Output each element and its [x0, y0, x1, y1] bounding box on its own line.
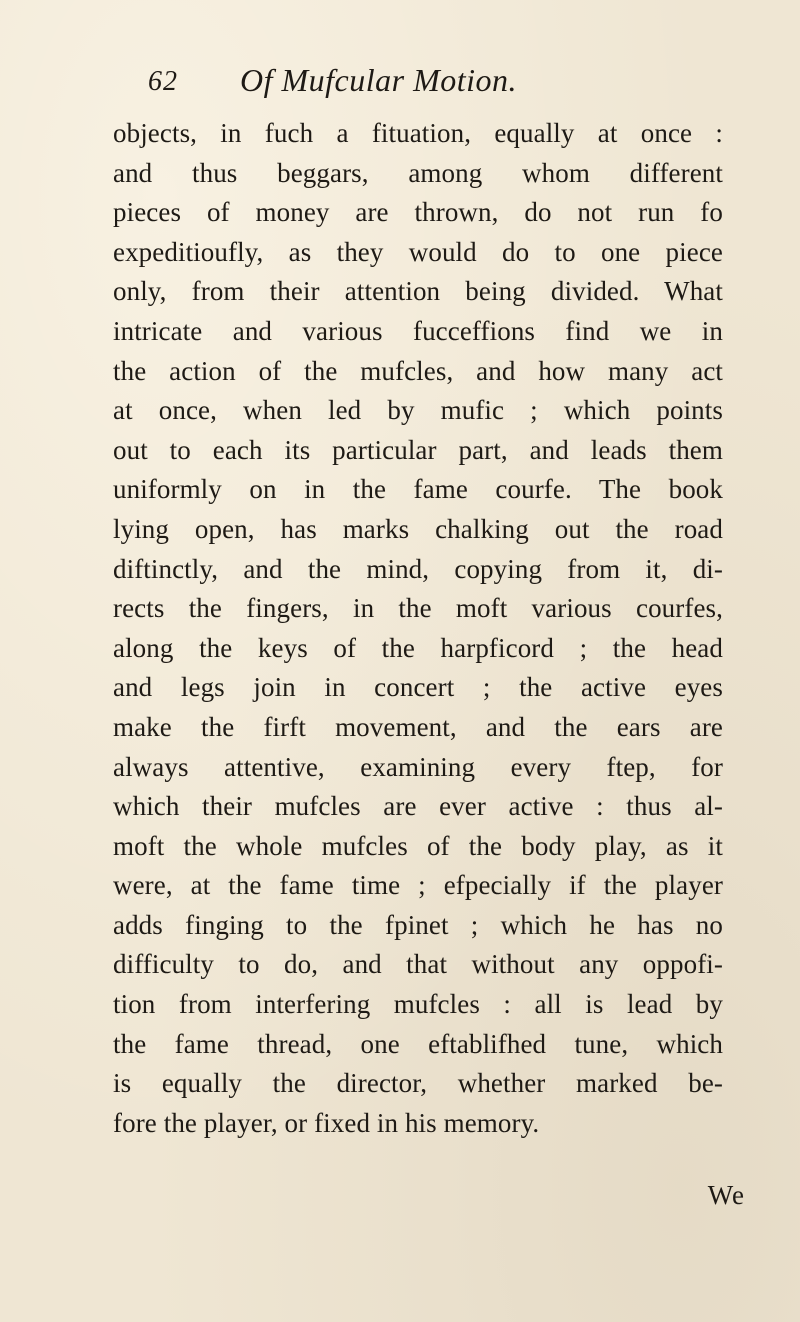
text-line: tion from interfering mufcles : all is lead by [113, 989, 723, 1020]
text-line: difficulty to do, and that without any oppofi- [113, 949, 723, 980]
text-line: at once, when led by mufic ; which points [113, 395, 723, 426]
text-line: and thus beggars, among whom different [113, 157, 723, 188]
text-line: diftinctly, and the mind, copying from it, di- [113, 553, 723, 584]
text-line: is equally the director, whether marked be- [113, 1068, 723, 1099]
text-line: which their mufcles are ever active : thus al- [113, 791, 723, 822]
running-title: Of Mufcular Motion. [240, 62, 518, 98]
text-line: always attentive, examining every ftep, for [113, 751, 723, 782]
text-line: the fame thread, one eftablifhed tune, which [113, 1028, 723, 1059]
text-line: along the keys of the harpficord ; the head [113, 632, 723, 663]
text-line: moft the whole mufcles of the body play, as it [113, 830, 723, 861]
text-line: rects the fingers, in the moft various courfes, [113, 593, 723, 624]
text-line: objects, in fuch a fituation, equally at once : [113, 118, 723, 148]
text-line: pieces of money are thrown, do not run fo [113, 197, 723, 228]
catchword: We [707, 1180, 745, 1210]
page-header [0, 62, 800, 116]
body-text [113, 114, 723, 1143]
text-line: the action of the mufcles, and how many act [113, 355, 723, 386]
text-line: make the firft movement, and the ears are [113, 711, 723, 742]
text-line: only, from their attention being divided. What [113, 276, 723, 307]
text-line: adds finging to the fpinet ; which he has no [113, 909, 723, 940]
text-line: lying open, has marks chalking out the road [113, 513, 723, 544]
text-line: uniformly on in the fame courfe. The book [113, 474, 723, 505]
text-line: out to each its particular part, and leads them [113, 434, 723, 465]
text-line: intricate and various fucceffions find we in [113, 315, 723, 346]
text-line: and legs join in concert ; the active eyes [113, 672, 723, 703]
page-number: 62 [148, 66, 178, 97]
text-line: expeditioufly, as they would do to one piece [113, 236, 723, 267]
text-line: fore the player, or fixed in his memory. [113, 1107, 540, 1138]
text-line: were, at the fame time ; efpecially if the player [113, 870, 723, 901]
